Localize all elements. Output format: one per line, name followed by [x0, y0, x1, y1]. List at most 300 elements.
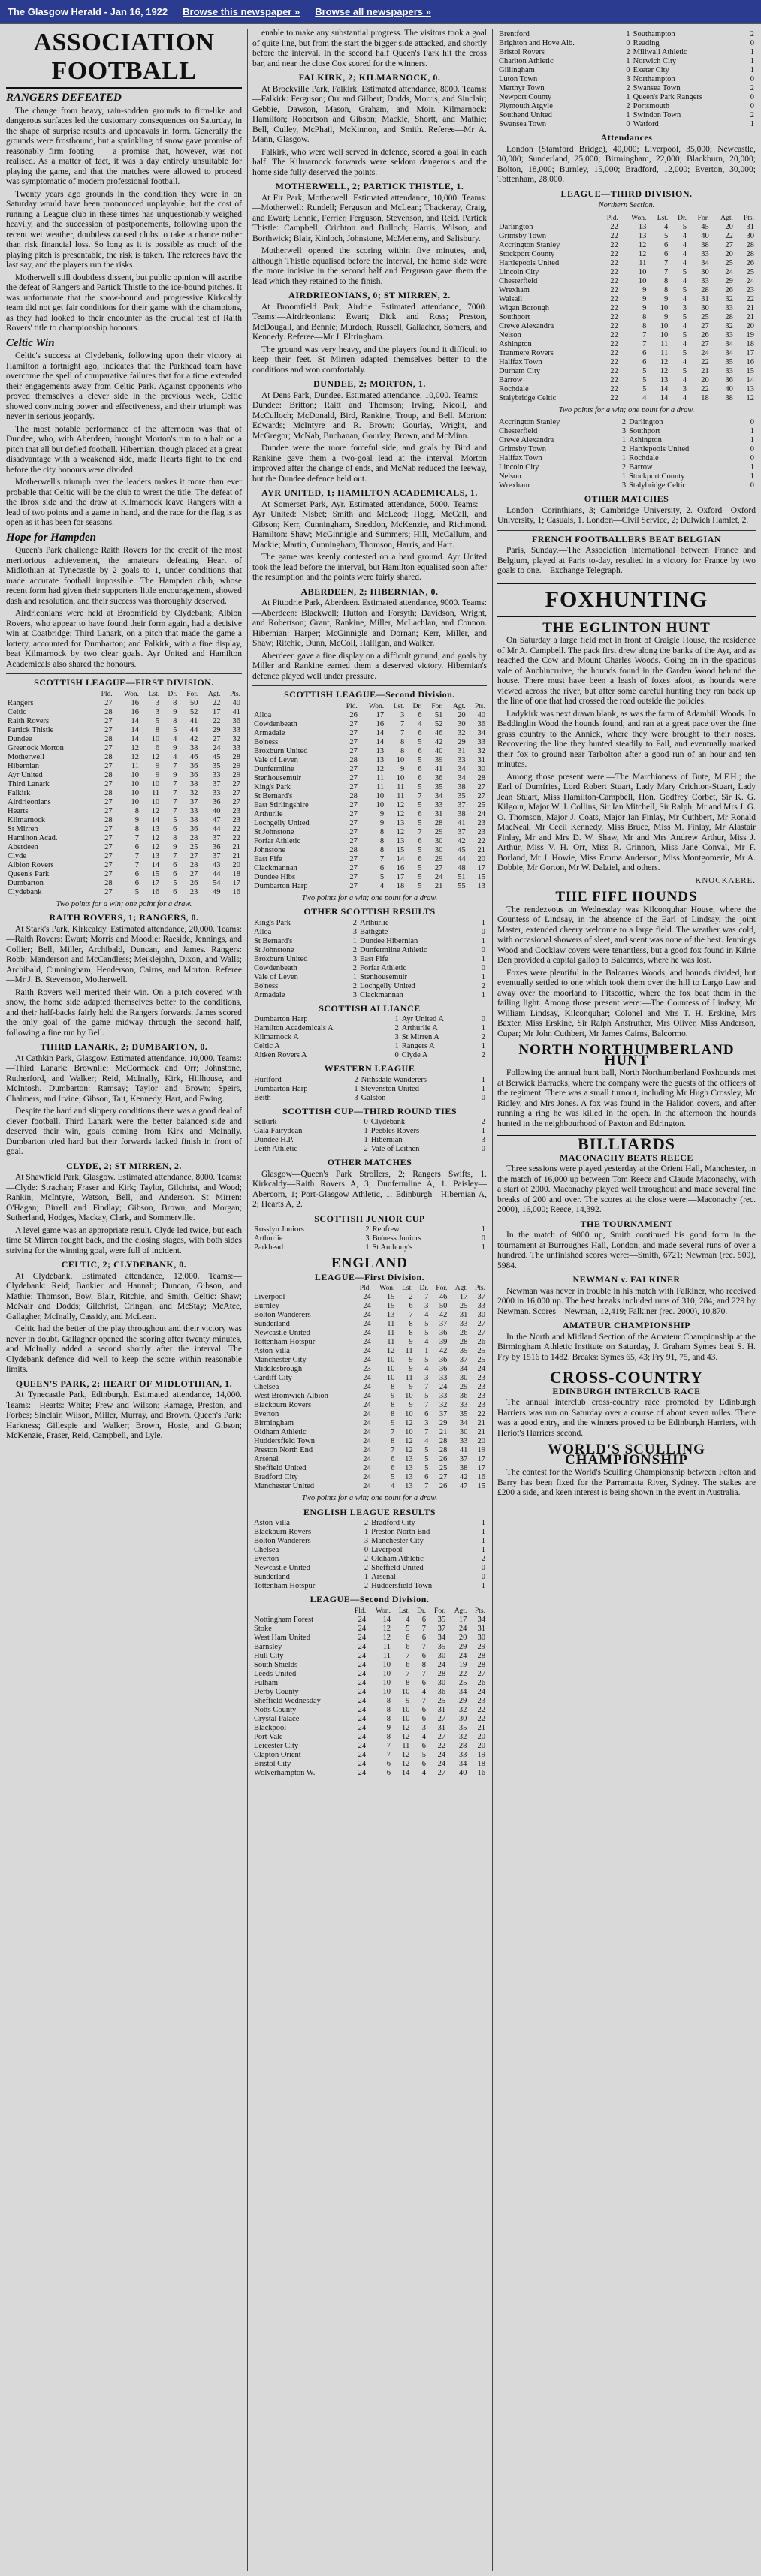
- table-cell: 22: [477, 1410, 485, 1418]
- table-cell: 10: [151, 779, 160, 788]
- table-cell: 41: [459, 1446, 468, 1454]
- result-cell: Parkhead: [254, 1243, 284, 1252]
- result-cell: Nithsdale Wanderers: [361, 1075, 427, 1084]
- result-row: [497, 472, 756, 481]
- result-cell: 1: [364, 1127, 368, 1135]
- table-cell: 21: [477, 1428, 485, 1436]
- result-cell: 1: [750, 66, 754, 74]
- result-cell: 0: [626, 39, 630, 47]
- table-cell: 26: [746, 258, 754, 267]
- result-cell: 1: [621, 454, 627, 462]
- table-cell: 27: [104, 860, 113, 869]
- table-cell: 24: [437, 1759, 446, 1768]
- table-cell: 6: [409, 1302, 413, 1310]
- table-cell: 4: [424, 1338, 429, 1346]
- table-cell: 16: [396, 863, 405, 872]
- table-cell: 20: [701, 375, 709, 384]
- table-cell: 7: [173, 788, 177, 797]
- table-cell: 7: [418, 791, 422, 800]
- table-cell: 27: [104, 869, 113, 878]
- table-cell: Vale of Leven: [254, 755, 298, 764]
- result-cell: 2: [352, 981, 358, 990]
- table-cell: 11: [660, 339, 669, 348]
- table-cell: 11: [387, 1329, 395, 1337]
- table-cell: 28: [746, 249, 754, 258]
- table-cell: 3: [424, 1302, 429, 1310]
- result-cell: 3: [394, 1033, 399, 1041]
- table-cell: 12: [131, 752, 139, 761]
- table-cell: 6: [173, 887, 177, 896]
- table-cell: Ashington: [499, 339, 532, 348]
- match-title: CELTIC, 2; CLYDEBANK, 0.: [61, 1259, 187, 1270]
- table-cell: 14: [382, 1615, 391, 1624]
- table-row: [6, 780, 242, 789]
- table-cell: 8: [379, 845, 385, 854]
- table-cell: 35: [437, 1615, 446, 1624]
- match-report: Dundee were the more forceful side, and goals by Bird and Rankine gave them a two-goal lead at the interval. Morton improved after the change of ends, and McNab reduced the leeway, but the Dundee defence held out.: [252, 444, 487, 484]
- table-cell: 27: [104, 842, 113, 851]
- result-cell: 1: [354, 1084, 358, 1093]
- match-report: The game was keenly contested on a hard ground. Ayr United took the lead before the interval, but Hamilton equalised soon after the resumption and the points were fairly shared.: [252, 553, 487, 582]
- result-cell: 3: [352, 990, 358, 999]
- table-cell: 4: [664, 222, 669, 231]
- table-cell: 34: [725, 339, 733, 348]
- result-cell: Reading: [633, 39, 660, 47]
- table-cell: 47: [459, 1482, 468, 1490]
- table-cell: 32: [458, 1705, 467, 1714]
- table-cell: 37: [459, 1356, 468, 1364]
- table-cell: 33: [458, 1750, 467, 1759]
- table-cell: Third Lanark: [8, 779, 50, 788]
- table-cell: 4: [173, 734, 177, 743]
- result-cell: 1: [352, 972, 358, 981]
- table-cell: 26: [439, 1482, 448, 1490]
- result-cell: 3: [621, 481, 627, 490]
- table-row: [252, 837, 487, 846]
- table-cell: Port Vale: [254, 1732, 283, 1741]
- table-cell: 27: [189, 851, 198, 860]
- result-cell: Peebles Rovers: [370, 1127, 420, 1135]
- table-cell: 13: [376, 755, 385, 764]
- article-paragraph: Airdrieonians were held at Broomfield by Clydebank; Albion Rovers, who appear to have found their form again, had a decisive win at Coatbridge; Third Lanark, on a pitch that made the game a lottery, accounted for Dumbarton; and Falkirk, with a fine display, beat Kilmarnock by two clear goals. Ayr United and Hamilton Academicals also shared the honours.: [6, 609, 242, 669]
- table-cell: 23: [477, 818, 485, 827]
- result-cell: Bristol Rovers: [499, 48, 545, 56]
- table-cell: 44: [213, 824, 221, 833]
- match-report: At Stark's Park, Kirkcaldy. Estimated attendance, 20,000. Teams:—Raith Rovers: Ewart; Morris and Moodie; Raeside, Jennings, and Collier; Bell, Miller, Archibald, Duncan, and James. Rangers: Robb; Manderson and McCandless; Meiklejohn, Dixon, and Walls; Archibald, Cunningham, Henderson, Cairns, and Morton. Referee—Mr J. B. Stevenson, Motherwell.: [6, 924, 242, 984]
- table-cell: 4: [421, 1768, 427, 1777]
- table-cell: 11: [660, 348, 669, 357]
- table-cell: 7: [173, 806, 177, 815]
- table-cell: 5: [155, 716, 160, 725]
- table-cell: 43: [213, 860, 221, 869]
- table-cell: 26: [477, 1678, 485, 1687]
- result-cell: Rosslyn Juniors: [254, 1225, 304, 1234]
- table-cell: Clapton Orient: [254, 1750, 301, 1759]
- result-row: [252, 1145, 487, 1154]
- table-cell: 38: [458, 809, 466, 818]
- result-cell: Hibernian: [370, 1136, 403, 1144]
- table-cell: 27: [701, 339, 709, 348]
- table-cell: 13: [660, 375, 669, 384]
- table-row: [6, 798, 242, 807]
- table-cell: 33: [458, 755, 466, 764]
- table-cell: 18: [746, 339, 754, 348]
- table-cell: 36: [189, 824, 198, 833]
- table-cell: 34: [437, 1633, 446, 1642]
- result-cell: Stenhousemuir: [360, 972, 408, 981]
- article-paragraph: enable to make any substantial progress. The visitors took a goal of quite line, but from the start the bigger side attacked, and shortly before the interval. In the second half Queen's Park hit the cross bar, and near the close Cox scored for the winners.: [252, 29, 487, 68]
- table-cell: Johnstone: [254, 845, 285, 854]
- browse-all-link[interactable]: Browse all newspapers »: [315, 5, 431, 17]
- table-cell: 40: [477, 710, 485, 719]
- table-cell: 3: [155, 707, 160, 716]
- table-cell: Oldham Athletic: [254, 1428, 307, 1436]
- table-row: [252, 1473, 487, 1482]
- table-cell: 30: [458, 719, 466, 728]
- table-cell: 19: [477, 1446, 485, 1454]
- result-cell: Vale of Leven: [254, 972, 298, 981]
- table-cell: Arthurlie: [254, 809, 283, 818]
- column-header: Won.: [375, 1607, 391, 1615]
- column-header: For.: [697, 214, 709, 222]
- table-cell: 7: [400, 719, 405, 728]
- table-row: [252, 855, 487, 864]
- table-cell: 6: [134, 869, 139, 878]
- article-paragraph: The contest for the World's Sculling Championship between Felton and Barry has been fixed for the Parramatta River, Sydney. The stakes are £200 a side, and keen interest is being shown in the event in Australia.: [497, 1468, 756, 1497]
- table-cell: 22: [610, 321, 618, 330]
- table-cell: 41: [434, 764, 443, 773]
- results-title: OTHER MATCHES: [584, 493, 669, 504]
- table-cell: 22: [701, 384, 709, 393]
- table-cell: 6: [418, 728, 422, 737]
- table-cell: 13: [405, 1464, 413, 1472]
- table-cell: 29: [434, 854, 443, 863]
- table-row: [6, 879, 242, 888]
- table-cell: 8: [134, 824, 139, 833]
- table-cell: 5: [406, 1624, 410, 1633]
- table-cell: 27: [349, 782, 358, 791]
- result-cell: Arthurlie: [254, 1234, 283, 1243]
- table-row: [252, 1374, 487, 1383]
- result-cell: Bolton Wanderers: [254, 1537, 311, 1545]
- table-row: [252, 738, 487, 747]
- result-row: [252, 1537, 487, 1546]
- table-cell: West Ham United: [254, 1633, 310, 1642]
- table-cell: 7: [134, 851, 139, 860]
- section-heading: CROSS-COUNTRY: [497, 1369, 756, 1383]
- table-cell: 38: [189, 779, 198, 788]
- article-paragraph: The rendezvous on Wednesday was Kilconquhar House, where the Countess of Lindsay, in the absence of the Earl of Lindsay, the joint Master, extended cheery welcome to a large field. The weather was cold, with occasional showers of sleet, and scent was none of the best. Jennings Wood and Cocklaw covers were tenantless, but a good fox found in Kilrie Den provided a capital gallop to Balcarres, where he was lost.: [497, 905, 756, 965]
- table-cell: 12: [638, 249, 647, 258]
- table-cell: 28: [104, 734, 113, 743]
- match-report: At Dens Park, Dundee. Estimated attendance, 10,000. Teams:—Dundee: Britton; Raitt and Thomson; Irving, Nicoll, and McCulloch; McDonald, Bird, Rankine, Troup, and Bell. Morton: Edwards; McIntyre and R. Brown; Gourlay, Wright, and McGregor; McNab, Buchanan, Gourlay, Brown, and McMinn.: [252, 390, 487, 441]
- table-row: [497, 223, 756, 232]
- table-cell: 24: [363, 1338, 371, 1346]
- table-row: [252, 756, 487, 765]
- table-cell: 35: [458, 791, 466, 800]
- table-row: [252, 819, 487, 828]
- table-cell: 28: [725, 312, 733, 321]
- result-row: [252, 1094, 487, 1103]
- table-cell: 8: [391, 1401, 395, 1409]
- section-heading: ASSOCIATION FOOTBALL: [6, 29, 242, 89]
- result-row: [497, 111, 756, 120]
- table-cell: 4: [682, 393, 687, 402]
- table-cell: 40: [434, 746, 443, 755]
- table-cell: Aberdeen: [8, 842, 38, 851]
- table-cell: 24: [358, 1615, 367, 1624]
- table-row: [252, 1643, 487, 1652]
- table-cell: 22: [610, 303, 618, 312]
- table-cell: 14: [151, 815, 160, 824]
- results-table: [252, 1519, 487, 1591]
- table-cell: 27: [349, 881, 358, 890]
- table-cell: 6: [173, 860, 177, 869]
- table-cell: 39: [434, 755, 443, 764]
- table-cell: 41: [458, 818, 466, 827]
- table-cell: 18: [477, 1759, 485, 1768]
- article-paragraph: Motherwell's triumph over the leaders makes it more than ever probable that Celtic will be the club to wrest the title. The defeat of the Ibrox side and the draw at Kilmarnock leave Rangers with a lead of two points and a game in hand, and the race for the flag is as open as it has been for seasons.: [6, 478, 242, 527]
- column-header: Lst.: [402, 1285, 413, 1292]
- table-cell: Hull City: [254, 1651, 284, 1660]
- table-cell: Notts County: [254, 1705, 297, 1714]
- result-cell: 1: [481, 1075, 485, 1084]
- table-cell: 28: [458, 1741, 467, 1750]
- article-paragraph: London (Stamford Bridge), 40,000; Liverpool, 35,000; Newcastle, 30,000; Sunderland, 25,000; Birmingham, 22,000; Blackburn, 20,000; Bolton, 18,000; Burnley, 15,000; Bradford, 12,000; Everton, 30,000; Tottenham, 28,000.: [497, 144, 756, 184]
- table-cell: 13: [386, 1311, 395, 1319]
- table-row: [252, 1356, 487, 1365]
- table-cell: 16: [131, 698, 139, 707]
- table-cell: 22: [610, 294, 618, 303]
- column-rule: [492, 29, 493, 2571]
- table-cell: Sunderland: [254, 1320, 290, 1328]
- table-cell: 7: [424, 1482, 429, 1490]
- result-cell: Stockport County: [629, 472, 685, 481]
- result-cell: 2: [364, 1582, 369, 1590]
- table-cell: 34: [477, 1615, 485, 1624]
- result-cell: 2: [750, 30, 754, 38]
- result-row: [497, 84, 756, 93]
- table-cell: 5: [424, 1392, 429, 1400]
- table-cell: 44: [189, 725, 198, 734]
- table-cell: 16: [746, 357, 754, 366]
- table-cell: 5: [682, 285, 687, 294]
- table-cell: 11: [397, 782, 405, 791]
- table-cell: 22: [610, 267, 618, 276]
- table-cell: 12: [382, 1633, 391, 1642]
- result-row: [497, 39, 756, 48]
- result-cell: Accrington Stanley: [499, 418, 560, 426]
- result-cell: Beith: [254, 1093, 271, 1102]
- result-row: [497, 454, 756, 463]
- table-cell: 33: [725, 303, 733, 312]
- table-cell: 14: [746, 375, 754, 384]
- result-cell: Brighton and Hove Alb.: [499, 39, 575, 47]
- result-cell: 1: [750, 427, 754, 435]
- table-cell: 5: [642, 375, 647, 384]
- result-cell: Oldham Athletic: [371, 1555, 424, 1563]
- table-row: [6, 735, 242, 744]
- table-cell: 9: [409, 1383, 413, 1391]
- table-cell: 41: [232, 707, 240, 716]
- table-row: [6, 744, 242, 753]
- table-cell: 12: [376, 764, 385, 773]
- table-cell: 42: [439, 1311, 448, 1319]
- table-row: [6, 852, 242, 861]
- table-cell: 10: [386, 1356, 395, 1364]
- table-cell: 32: [189, 788, 198, 797]
- result-cell: 0: [481, 927, 485, 936]
- browse-newspaper-link[interactable]: Browse this newspaper »: [183, 5, 300, 17]
- table-cell: 21: [477, 845, 485, 854]
- table-cell: 27: [437, 1732, 446, 1741]
- table-cell: 35: [459, 1410, 468, 1418]
- table-cell: 7: [421, 1669, 427, 1678]
- result-cell: Ashington: [629, 436, 662, 444]
- result-row: [252, 1085, 487, 1094]
- table-cell: 9: [386, 1723, 391, 1732]
- table-cell: East Stirlingshire: [254, 800, 309, 809]
- result-cell: Queen's Park Rangers: [633, 93, 702, 101]
- result-cell: 1: [750, 463, 754, 472]
- table-cell: 9: [409, 1338, 413, 1346]
- table-cell: 22: [477, 1714, 485, 1723]
- table-cell: 11: [397, 791, 405, 800]
- table-row: [252, 1769, 487, 1778]
- match-title: QUEEN'S PARK, 2; HEART OF MIDLOTHIAN, 1.: [15, 1378, 233, 1389]
- table-cell: 9: [642, 294, 647, 303]
- table-cell: 21: [232, 851, 240, 860]
- table-cell: 5: [418, 845, 422, 854]
- subheading: Celtic Win: [6, 336, 55, 349]
- result-cell: 2: [364, 1145, 368, 1153]
- table-cell: West Bromwich Albion: [254, 1392, 328, 1400]
- table-cell: 24: [358, 1633, 367, 1642]
- match-title: FALKIRK, 2; KILMARNOCK, 0.: [298, 72, 441, 83]
- table-cell: 4: [406, 1615, 410, 1624]
- table-cell: 15: [151, 869, 160, 878]
- table-cell: 12: [405, 1446, 413, 1454]
- table-cell: 34: [701, 258, 709, 267]
- table-cell: 8: [173, 716, 177, 725]
- table-cell: 8: [409, 1320, 413, 1328]
- table-cell: 33: [701, 249, 709, 258]
- table-cell: 12: [396, 809, 405, 818]
- table-cell: Bristol City: [254, 1759, 291, 1768]
- table-cell: 34: [458, 1687, 467, 1696]
- table-cell: 6: [418, 854, 422, 863]
- article-paragraph: Twenty years ago grounds in the condition they were in on Saturday would have been pronounced unplayable, but the cost of running a League club in these times has unquestionably weighed heavily, and the succession of postponements, following upon the recent wet weather, doubtless caused clubs to take a chance rather than risk financial loss. So long as it is possible as much of the playing pitch is presentable, the risk is taken. The referees have the last say, and the players run the risks.: [6, 189, 242, 270]
- table-cell: 21: [746, 312, 754, 321]
- result-cell: 0: [481, 1234, 485, 1243]
- table-cell: 6: [173, 869, 177, 878]
- table-cell: 31: [746, 222, 754, 231]
- result-cell: Kilmarnock A: [254, 1033, 299, 1041]
- result-cell: 1: [750, 57, 754, 65]
- table-cell: 22: [610, 276, 618, 285]
- table-cell: 2: [409, 1293, 413, 1301]
- table-cell: 45: [701, 222, 709, 231]
- results-title: OTHER SCOTTISH RESULTS: [303, 906, 436, 917]
- column-header: [497, 214, 597, 223]
- result-cell: 1: [481, 1528, 485, 1536]
- table-cell: 4: [424, 1365, 429, 1373]
- table-row: [497, 232, 756, 241]
- table-cell: Celtic: [8, 707, 27, 716]
- table-cell: 10: [405, 1410, 413, 1418]
- match-report: Motherwell opened the scoring within five minutes, and, although Thistle equalised before the interval, the home side were the more incisive in the second half and Ferguson gave them the lead which they retained to the finish.: [252, 246, 487, 286]
- table-row: [6, 807, 242, 816]
- table-cell: 28: [434, 818, 443, 827]
- result-cell: Aitken Rovers A: [254, 1051, 307, 1059]
- table-row: [497, 313, 756, 322]
- result-row: [497, 93, 756, 102]
- table-cell: 19: [746, 330, 754, 339]
- table-row: [497, 376, 756, 385]
- table-cell: 23: [232, 806, 240, 815]
- result-cell: Sheffield United: [371, 1564, 424, 1572]
- table-cell: 54: [213, 878, 221, 887]
- table-cell: 8: [421, 1660, 427, 1669]
- table-cell: 37: [439, 1320, 448, 1328]
- table-cell: 10: [376, 800, 385, 809]
- result-row: [497, 48, 756, 57]
- table-cell: 22: [701, 357, 709, 366]
- table-cell: 17: [232, 878, 240, 887]
- result-row: [252, 1076, 487, 1085]
- result-cell: Norwich City: [633, 57, 677, 65]
- result-cell: St Mirren A: [401, 1033, 439, 1041]
- table-cell: 33: [725, 330, 733, 339]
- result-cell: 3: [354, 1093, 358, 1102]
- column-header: Won.: [123, 690, 139, 698]
- table-cell: 12: [386, 1347, 395, 1355]
- result-cell: Rochdale: [629, 454, 659, 462]
- table-cell: 5: [418, 818, 422, 827]
- table-cell: 36: [434, 773, 443, 782]
- result-cell: Alloa: [254, 927, 272, 936]
- result-cell: King's Park: [254, 918, 291, 927]
- table-cell: 5: [424, 1464, 429, 1472]
- result-cell: 1: [481, 1225, 485, 1234]
- result-cell: 0: [481, 963, 485, 972]
- table-cell: 3: [682, 303, 687, 312]
- column-header: Pld.: [101, 690, 113, 698]
- table-cell: Stockport County: [499, 249, 555, 258]
- table-cell: 32: [477, 746, 485, 755]
- table-cell: 10: [151, 797, 160, 806]
- table-cell: 17: [477, 1464, 485, 1472]
- table-cell: 24: [363, 1437, 371, 1445]
- table-cell: 33: [189, 806, 198, 815]
- table-cell: Cowdenbeath: [254, 719, 297, 728]
- result-cell: 1: [481, 1537, 485, 1545]
- result-cell: Newcastle United: [254, 1564, 310, 1572]
- result-cell: 1: [481, 1127, 485, 1135]
- table-cell: Airdrieonians: [8, 797, 51, 806]
- table-row: [497, 340, 756, 349]
- table-cell: 11: [131, 761, 139, 770]
- column-header: [252, 1284, 354, 1293]
- table-cell: Stalybridge Celtic: [499, 393, 557, 402]
- table-cell: 5: [173, 725, 177, 734]
- table-note: Two points for a win; one point for a draw.: [56, 899, 192, 908]
- table-cell: 27: [104, 887, 113, 896]
- table-cell: 27: [437, 1714, 446, 1723]
- table-cell: Middlesbrough: [254, 1365, 303, 1373]
- table-row: [6, 888, 242, 897]
- table-cell: 12: [401, 1723, 410, 1732]
